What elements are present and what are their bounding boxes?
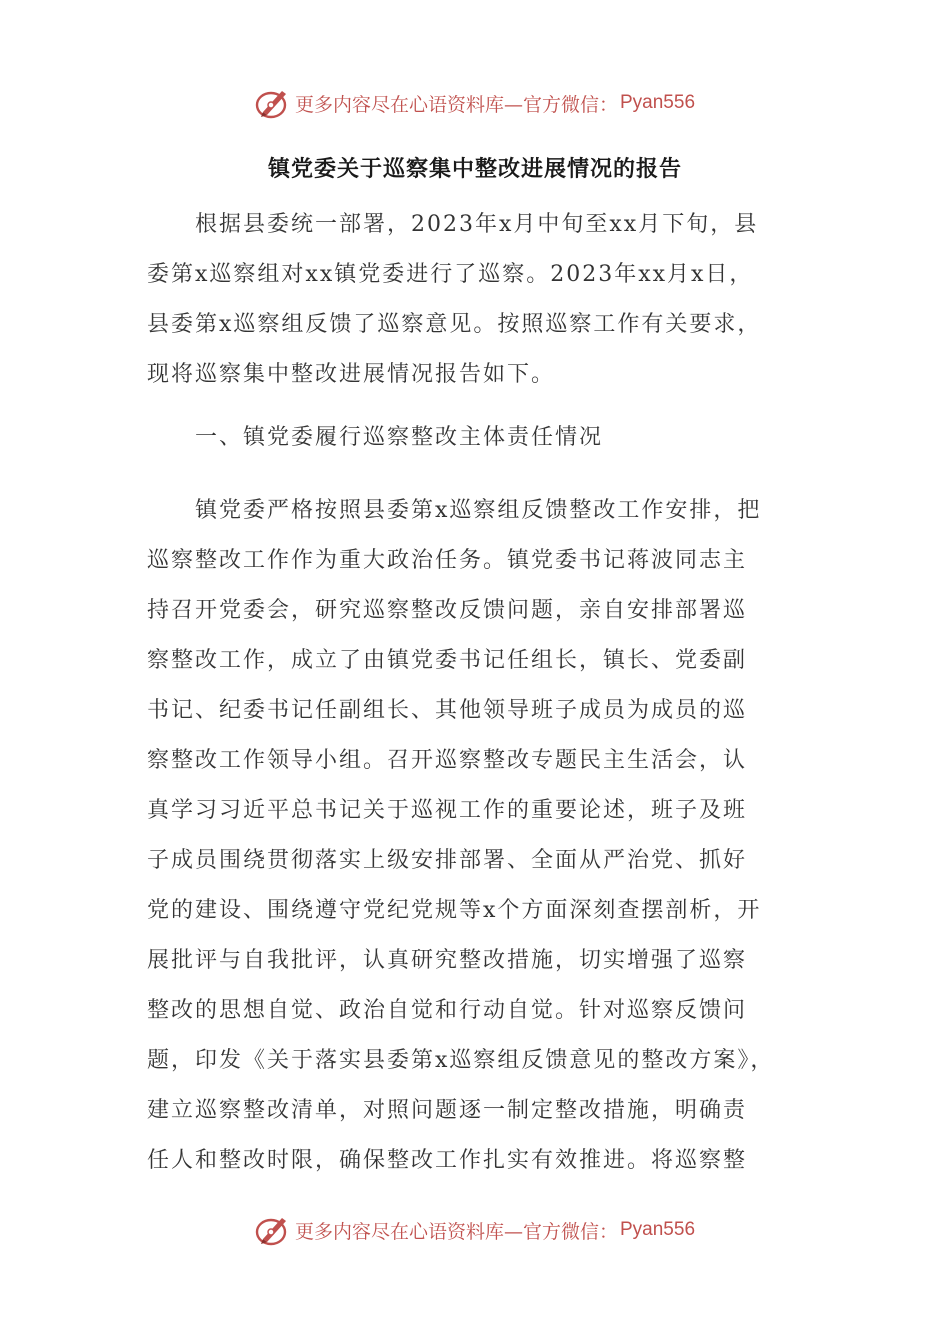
intro-line: 委第x巡察组对xx镇党委进行了巡察。2023年xx月x日， (147, 262, 754, 287)
body-line: 真学习习近平总书记关于巡视工作的重要论述，班子及班 (147, 798, 748, 823)
wechat-id: Pyan556 (620, 1219, 696, 1240)
body-line: 书记、纪委书记任副组长、其他领导班子成员为成员的巡 (147, 698, 748, 723)
watermark-banner-bottom (0, 1210, 950, 1250)
body-line: 镇党委严格按照县委第x巡察组反馈整改工作安排，把 (147, 498, 762, 523)
body-line: 持召开党委会，研究巡察整改反馈问题，亲自安排部署巡 (147, 598, 748, 623)
body-line: 整改的思想自觉、政治自觉和行动自觉。针对巡察反馈问 (147, 998, 748, 1023)
body-line: 建立巡察整改清单，对照问题逐一制定整改措施，明确责 (147, 1098, 748, 1123)
watermark-banner-top (0, 83, 950, 123)
pen-logo-icon (255, 1213, 289, 1247)
body-line: 任人和整改时限，确保整改工作扎实有效推进。将巡察整 (147, 1148, 748, 1173)
intro-line: 现将巡察集中整改进展情况报告如下。 (147, 362, 556, 387)
document-title: 镇党委关于巡察集中整改进展情况的报告 (267, 156, 682, 182)
section-heading (147, 419, 807, 457)
body-line: 子成员围绕贯彻落实上级安排部署、全面从严治党、抓好 (147, 848, 748, 873)
watermark-text: 更多内容尽在心语资料库—官方微信： (294, 1220, 618, 1243)
pen-logo-icon (255, 86, 289, 120)
body-line: 展批评与自我批评，认真研究整改措施，切实增强了巡察 (147, 948, 748, 973)
body-line: 察整改工作领导小组。召开巡察整改专题民主生活会，认 (147, 748, 748, 773)
wechat-id: Pyan556 (620, 92, 696, 113)
intro-paragraph (147, 200, 807, 400)
intro-line: 根据县委统一部署，2023年x月中旬至xx月下旬，县 (147, 212, 759, 237)
body-paragraph (147, 486, 807, 1186)
intro-line: 县委第x巡察组反馈了巡察意见。按照巡察工作有关要求， (147, 312, 762, 337)
watermark-text: 更多内容尽在心语资料库—官方微信： (294, 93, 618, 116)
body-line: 巡察整改工作作为重大政治任务。镇党委书记蒋波同志主 (147, 548, 748, 573)
section-heading-text: 一、镇党委履行巡察整改主体责任情况 (147, 425, 604, 450)
body-line: 党的建设、围绕遵守党纪党规等x个方面深刻查摆剖析，开 (147, 898, 762, 923)
body-line: 题，印发《关于落实县委第x巡察组反馈意见的整改方案》， (147, 1048, 775, 1073)
body-line: 察整改工作，成立了由镇党委书记任组长，镇长、党委副 (147, 648, 748, 673)
